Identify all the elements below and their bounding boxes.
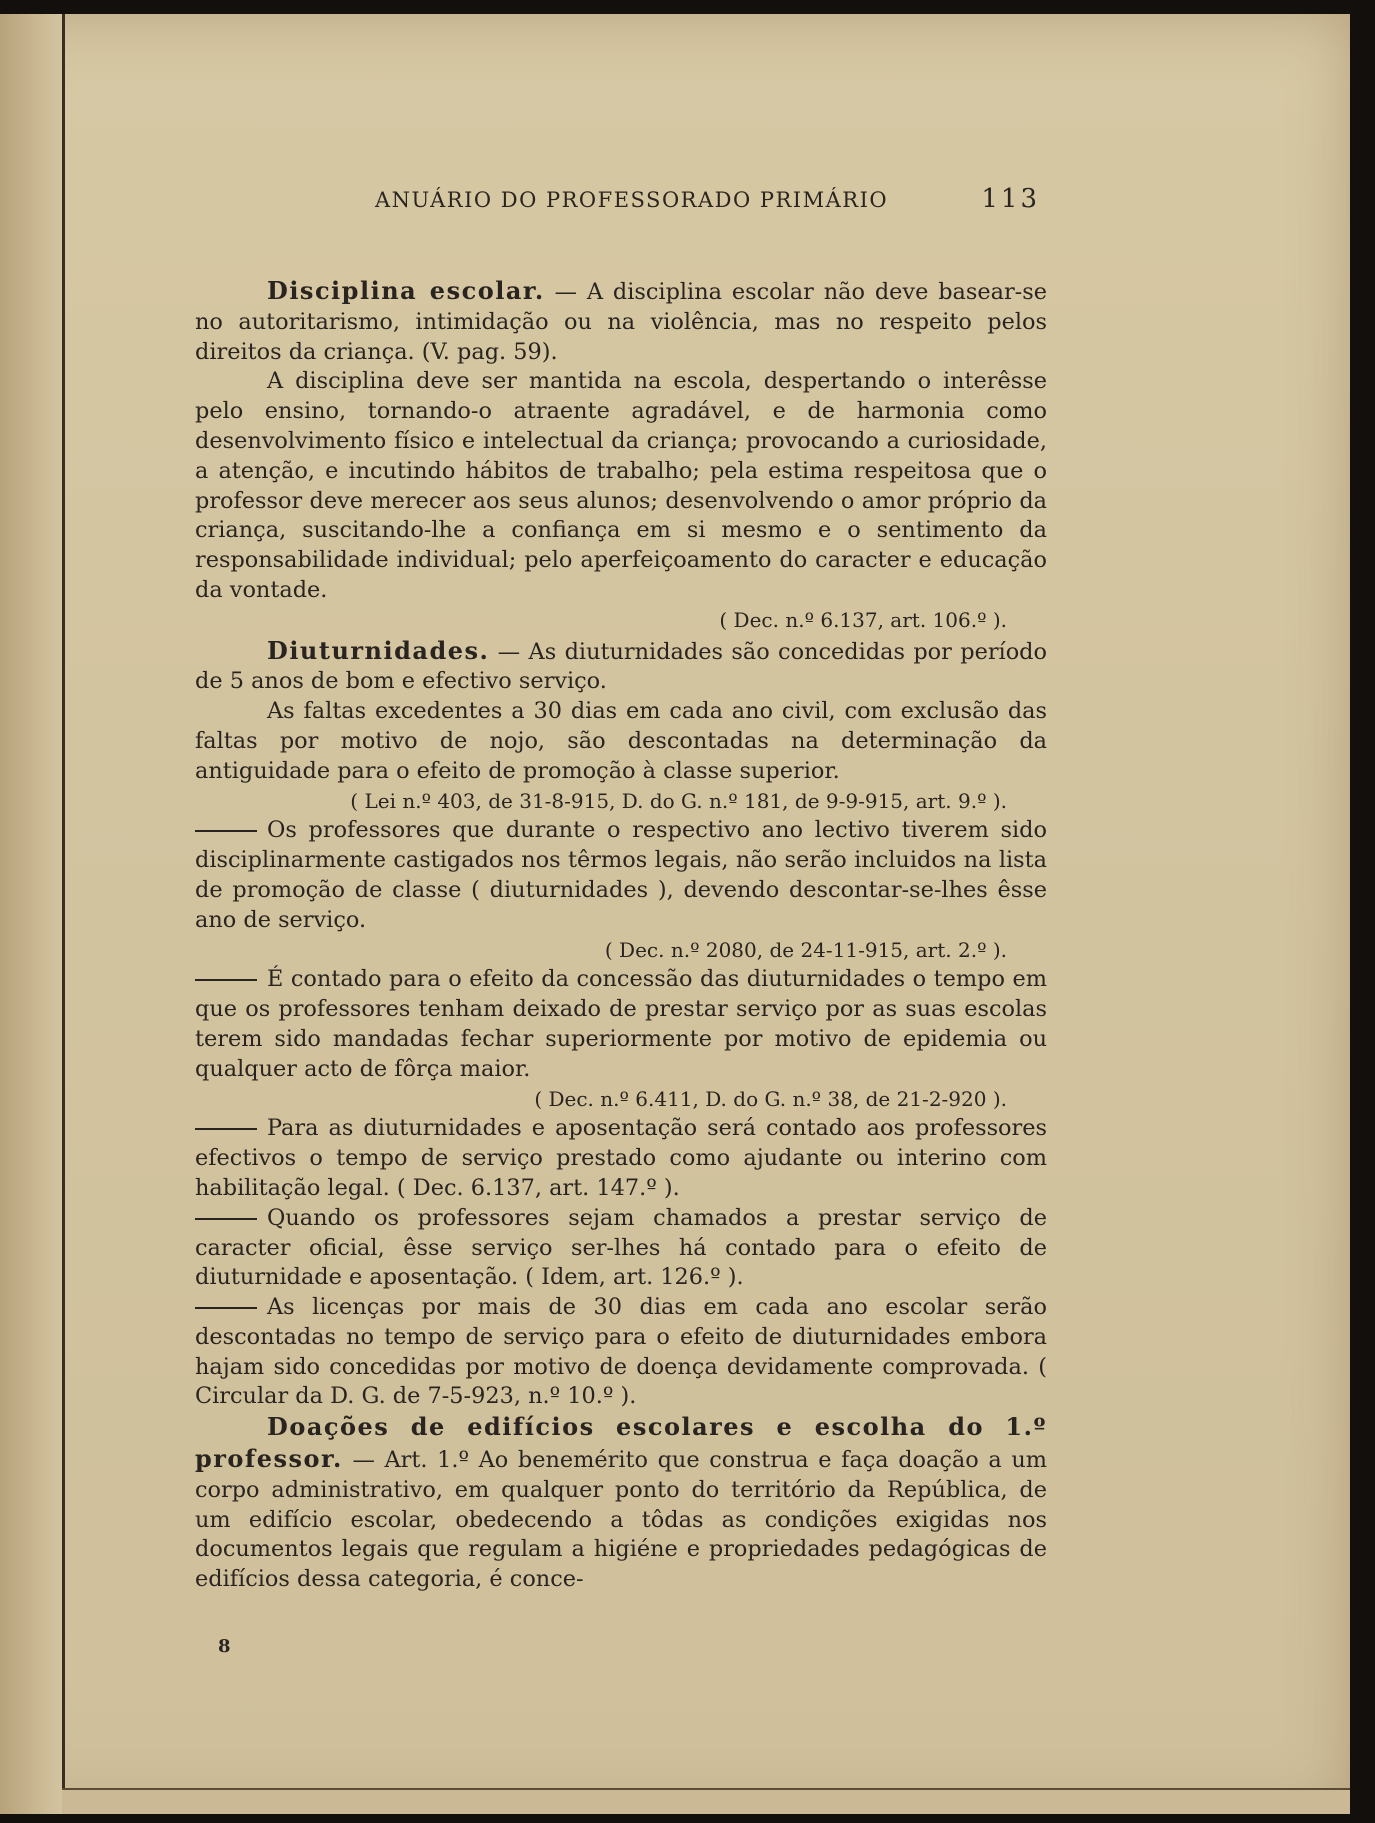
citation: ( Dec. 6.137, art. 147.º ). [396, 1174, 680, 1201]
page-bottom-edge [62, 1788, 1350, 1814]
paragraph [195, 1204, 1047, 1293]
body-text [195, 276, 1047, 1595]
em-rule [195, 830, 257, 832]
em-rule [195, 1307, 257, 1309]
citation: ( Dec. n.º 6.137, art. 106.º ). [719, 607, 1007, 632]
paragraph: A disciplina deve ser mantida na escola, despertando o interêsse pelo ensino, tornando-o atraente agradável, e de harmonia como desenvolvimento físico e intelectual da criança; provocando a curiosidade, a atenção, e incutindo hábitos de trabalho; pela estima respeitosa que o professor deve merecer aos seus alunos; desenvolvendo o amor próprio da criança, suscitando-lhe a confiança em si mesmo e o sentimento da responsabilidade individual; pelo aperfeiçoamento do caracter e educação da vontade. [195, 368, 1047, 603]
page [0, 14, 1350, 1814]
paragraph-text: Para as diuturnidades e aposentação será contado aos professores efectivos o tempo de serviço prestado como ajudante ou interino com habilitação legal. [195, 1115, 1047, 1201]
page-binding-edge [0, 14, 65, 1814]
section-heading: Disciplina escolar. [267, 276, 545, 305]
em-rule [195, 979, 257, 981]
paragraph-text: — Art. 1.º Ao benemérito que construa e faça doação a um corpo administrativo, em qualquer ponto do território da República, de um edifício escolar, obedecendo a tôdas as condições exigidas nos documentos legais que regulam a higiéne e propriedades pedagógicas de edifícios dessa categoria, é conce- [195, 1447, 1047, 1593]
em-rule [195, 1218, 257, 1220]
paragraph [195, 276, 1047, 367]
signature-mark: 8 [218, 1636, 231, 1657]
paragraph [195, 1412, 1047, 1595]
paragraph [195, 1114, 1047, 1203]
running-header [200, 182, 1060, 222]
paragraph-text: — As diuturnidades são concedidas por período de 5 anos de bom e efectivo serviço. [195, 638, 1047, 695]
header-title: ANUÁRIO DO PROFESSORADO PRIMÁRIO [375, 188, 889, 212]
paragraph-text: É contado para o efeito da concessão das diuturnidades o tempo em que os professores tenham deixado de prestar serviço por as suas escolas terem sido mandadas fechar superiormente por motivo de epidemia ou qualquer acto de fôrça maior. [195, 966, 1047, 1082]
section-heading: Diuturnidades. [267, 635, 490, 665]
paragraph-text: Os professores que durante o respectivo ano lectivo tiverem sido disciplinarmente castigados nos têrmos legais, não serão incluidos na lista de promoção de classe ( diuturnidades ), devendo descontar-se-lhes êsse ano de serviço. [195, 817, 1047, 933]
citation: ( Lei n.º 403, de 31-8-915, D. do G. n.º 181, de 9-9-915, art. 9.º ). [350, 788, 1007, 813]
paragraph-text: Quando os professores sejam chamados a prestar serviço de caracter oficial, êsse serviço ser-lhes há contado para o efeito de diuturnidade e aposentação. [195, 1204, 1047, 1291]
page-number: 113 [981, 184, 1040, 214]
paragraph [195, 965, 1047, 1084]
section-heading: Doações de edifícios escolares e escolha do 1.º professor. [195, 1412, 1047, 1474]
citation: ( Dec. n.º 2080, de 24-11-915, art. 2.º ). [604, 937, 1007, 962]
citation: ( Dec. n.º 6.411, D. do G. n.º 38, de 21-2-920 ). [534, 1086, 1007, 1111]
paragraph [195, 816, 1047, 935]
em-rule [195, 1128, 257, 1130]
paragraph [195, 636, 1047, 698]
citation: ( Circular da D. G. de 7-5-923, n.º 10.º ). [195, 1353, 1047, 1410]
paragraph [195, 1293, 1047, 1412]
paragraph-text: — A disciplina escolar não deve basear-se no autoritarismo, intimidação ou na violência, mas no respeito pelos direitos da criança. (V. pag. 59). [195, 279, 1047, 365]
paragraph-text: As licenças por mais de 30 dias em cada ano escolar serão descontadas no tempo de serviço para o efeito de diuturnidades embora hajam sido concedidas por motivo de doença devidamente comprovada. [195, 1294, 1047, 1380]
citation: ( Idem, art. 126.º ). [525, 1264, 744, 1291]
paragraph: As faltas excedentes a 30 dias em cada ano civil, com exclusão das faltas por motivo de nojo, são descontadas na determinação da antiguidade para o efeito de promoção à classe superior. [195, 698, 1047, 784]
